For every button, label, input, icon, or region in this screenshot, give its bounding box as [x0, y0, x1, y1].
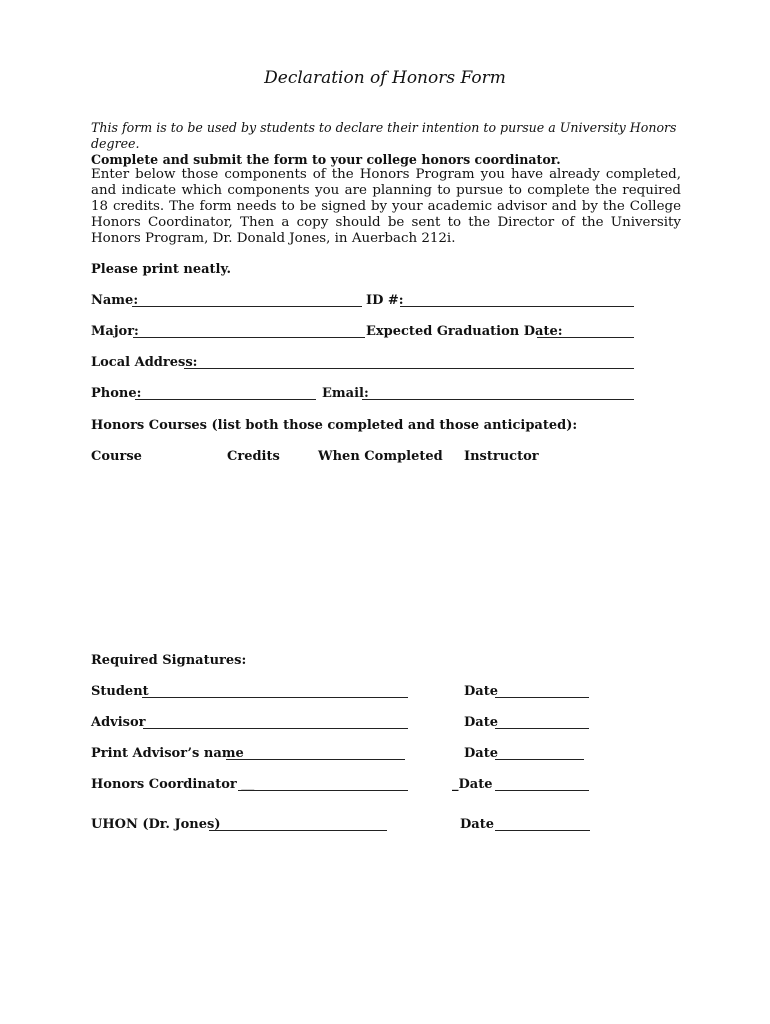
advisor-sig-field[interactable]: [143, 728, 408, 729]
email-field[interactable]: [362, 399, 634, 400]
grad-date-field[interactable]: [537, 337, 634, 338]
id-label: ID #:: [366, 293, 404, 308]
name-label: Name:: [91, 293, 139, 308]
advisor-sig-label: Advisor: [91, 715, 146, 730]
advisor-name-field[interactable]: [226, 759, 405, 760]
name-field[interactable]: [132, 306, 362, 307]
uhon-sig-label: UHON (Dr. Jones): [91, 817, 221, 832]
coordinator-sig-label: Honors Coordinator __: [91, 777, 255, 792]
student-sig-field[interactable]: [142, 697, 408, 698]
column-credits: Credits: [227, 449, 280, 464]
student-date-label: Date: [464, 684, 498, 699]
print-note: Please print neatly.: [91, 262, 232, 277]
intro-text: [91, 120, 681, 168]
courses-heading: Honors Courses (list both those completed and those anticipated):: [91, 418, 578, 433]
advisor-name-label: Print Advisor’s name: [91, 746, 244, 761]
uhon-date-field[interactable]: [495, 830, 590, 831]
id-field[interactable]: [400, 306, 634, 307]
coordinator-sig-field[interactable]: [238, 790, 408, 791]
uhon-sig-field[interactable]: [209, 830, 387, 831]
signatures-heading: Required Signatures:: [91, 653, 247, 668]
column-course: Course: [91, 449, 142, 464]
advisor-date-label: Date: [464, 715, 498, 730]
major-field[interactable]: [133, 337, 365, 338]
coordinator-date-field[interactable]: [495, 790, 589, 791]
form-title: Declaration of Honors Form: [264, 68, 506, 88]
advisor-date-field[interactable]: [495, 728, 589, 729]
instructions-paragraph: Enter below those components of the Honors Program you have already completed, and indicate which components you are planning to pursue to complete the required 18 credits. The form needs to be signed by your academic advisor and by the College Honors Coordinator, Then a copy should be sent to the Director of the University Honors Program, Dr. Donald Jones, in Auerbach 212i.: [91, 167, 681, 246]
phone-label: Phone:: [91, 386, 142, 401]
advisor-name-date-field[interactable]: [495, 759, 584, 760]
advisor-name-date-label: Date: [464, 746, 498, 761]
address-label: Local Address:: [91, 355, 198, 370]
phone-field[interactable]: [135, 399, 316, 400]
uhon-date-label: Date: [460, 817, 494, 832]
column-when-completed: When Completed: [318, 449, 443, 464]
address-field[interactable]: [184, 368, 634, 369]
grad-date-label: Expected Graduation Date:: [366, 324, 563, 339]
student-sig-label: Student: [91, 684, 149, 699]
major-label: Major:: [91, 324, 139, 339]
student-date-field[interactable]: [495, 697, 589, 698]
column-instructor: Instructor: [464, 449, 539, 464]
coordinator-date-label: _Date: [452, 777, 493, 792]
intro-italic: This form is to be used by students to declare their intention to pursue a University Honors degree.: [91, 120, 677, 151]
intro-bold: Complete and submit the form to your college honors coordinator.: [91, 152, 561, 167]
email-label: Email:: [322, 386, 369, 401]
